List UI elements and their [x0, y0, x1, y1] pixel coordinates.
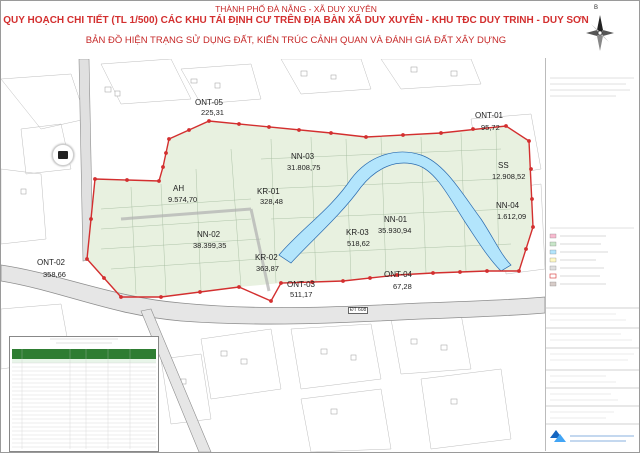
- land-use-table-graphics: [10, 337, 158, 451]
- zone-area-ont01: 95,72: [481, 123, 500, 132]
- zone-area-nn04: 1.612,09: [497, 212, 527, 221]
- zone-area-kr03: 518,62: [347, 239, 370, 248]
- zone-area-kr01: 328,48: [260, 197, 283, 206]
- zone-code-nn01: NN-01: [384, 215, 408, 224]
- zone-code-ont01: ONT-01: [475, 111, 504, 120]
- company-logo-icon: [550, 430, 566, 442]
- zone-area-ont02: 358,66: [43, 270, 66, 279]
- zone-area-ss: 12.908,52: [492, 172, 526, 181]
- legend-panel-graphics: [546, 58, 639, 451]
- city-title: THÀNH PHỐ ĐÀ NẴNG - XÃ DUY XUYÊN: [215, 4, 377, 14]
- north-letter: B: [594, 5, 599, 11]
- zone-code-kr02: KR-02: [255, 253, 278, 262]
- zone-area-ont04: 67,28: [393, 282, 412, 291]
- zone-code-ont04: ONT-04: [384, 270, 413, 279]
- zone-code-kr03: KR-03: [346, 228, 369, 237]
- zone-code-ont03: ONT-03: [287, 280, 316, 289]
- zone-area-nn02: 38.399,35: [193, 241, 227, 250]
- zone-code-ont02: ONT-02: [37, 258, 66, 267]
- map-title: QUY HOẠCH CHI TIẾT (TL 1/500) CÁC KHU TÁI ĐỊNH CƯ TRÊN ĐỊA BÀN XÃ DUY XUYÊN - KHU TĐC DUY TRINH - DUY SƠN: [3, 15, 589, 26]
- road-label: ĐT 608: [350, 307, 367, 313]
- zone-area-ont03: 511,17: [290, 290, 313, 299]
- zone-code-nn02: NN-02: [197, 230, 221, 239]
- map-subtitle: BẢN ĐỒ HIỆN TRẠNG SỬ DỤNG ĐẤT, KIẾN TRÚC CẢNH QUAN VÀ ĐÁNH GIÁ ĐẤT XÂY DỰNG: [85, 35, 507, 46]
- land-use-table: [9, 336, 159, 452]
- zone-code-nn03: NN-03: [291, 152, 315, 161]
- zone-area-kr02: 363,87: [256, 264, 279, 273]
- zone-code-nn04: NN-04: [496, 201, 520, 210]
- zone-area-ont05: 225,31: [201, 108, 224, 117]
- zone-code-ss: SS: [498, 161, 509, 170]
- book-icon: [52, 144, 74, 166]
- legend-panel: [545, 58, 639, 451]
- zone-code-ont05: ONT-05: [195, 98, 224, 107]
- map-header: [1, 1, 591, 59]
- zone-code-ah: AH: [173, 184, 185, 193]
- zone-area-nn01: 35.930,94: [378, 226, 412, 235]
- zone-area-ah: 9.574,70: [168, 195, 198, 204]
- zone-area-nn03: 31.808,75: [287, 163, 321, 172]
- zone-code-kr01: KR-01: [257, 187, 280, 196]
- north-arrow-icon: [583, 7, 617, 57]
